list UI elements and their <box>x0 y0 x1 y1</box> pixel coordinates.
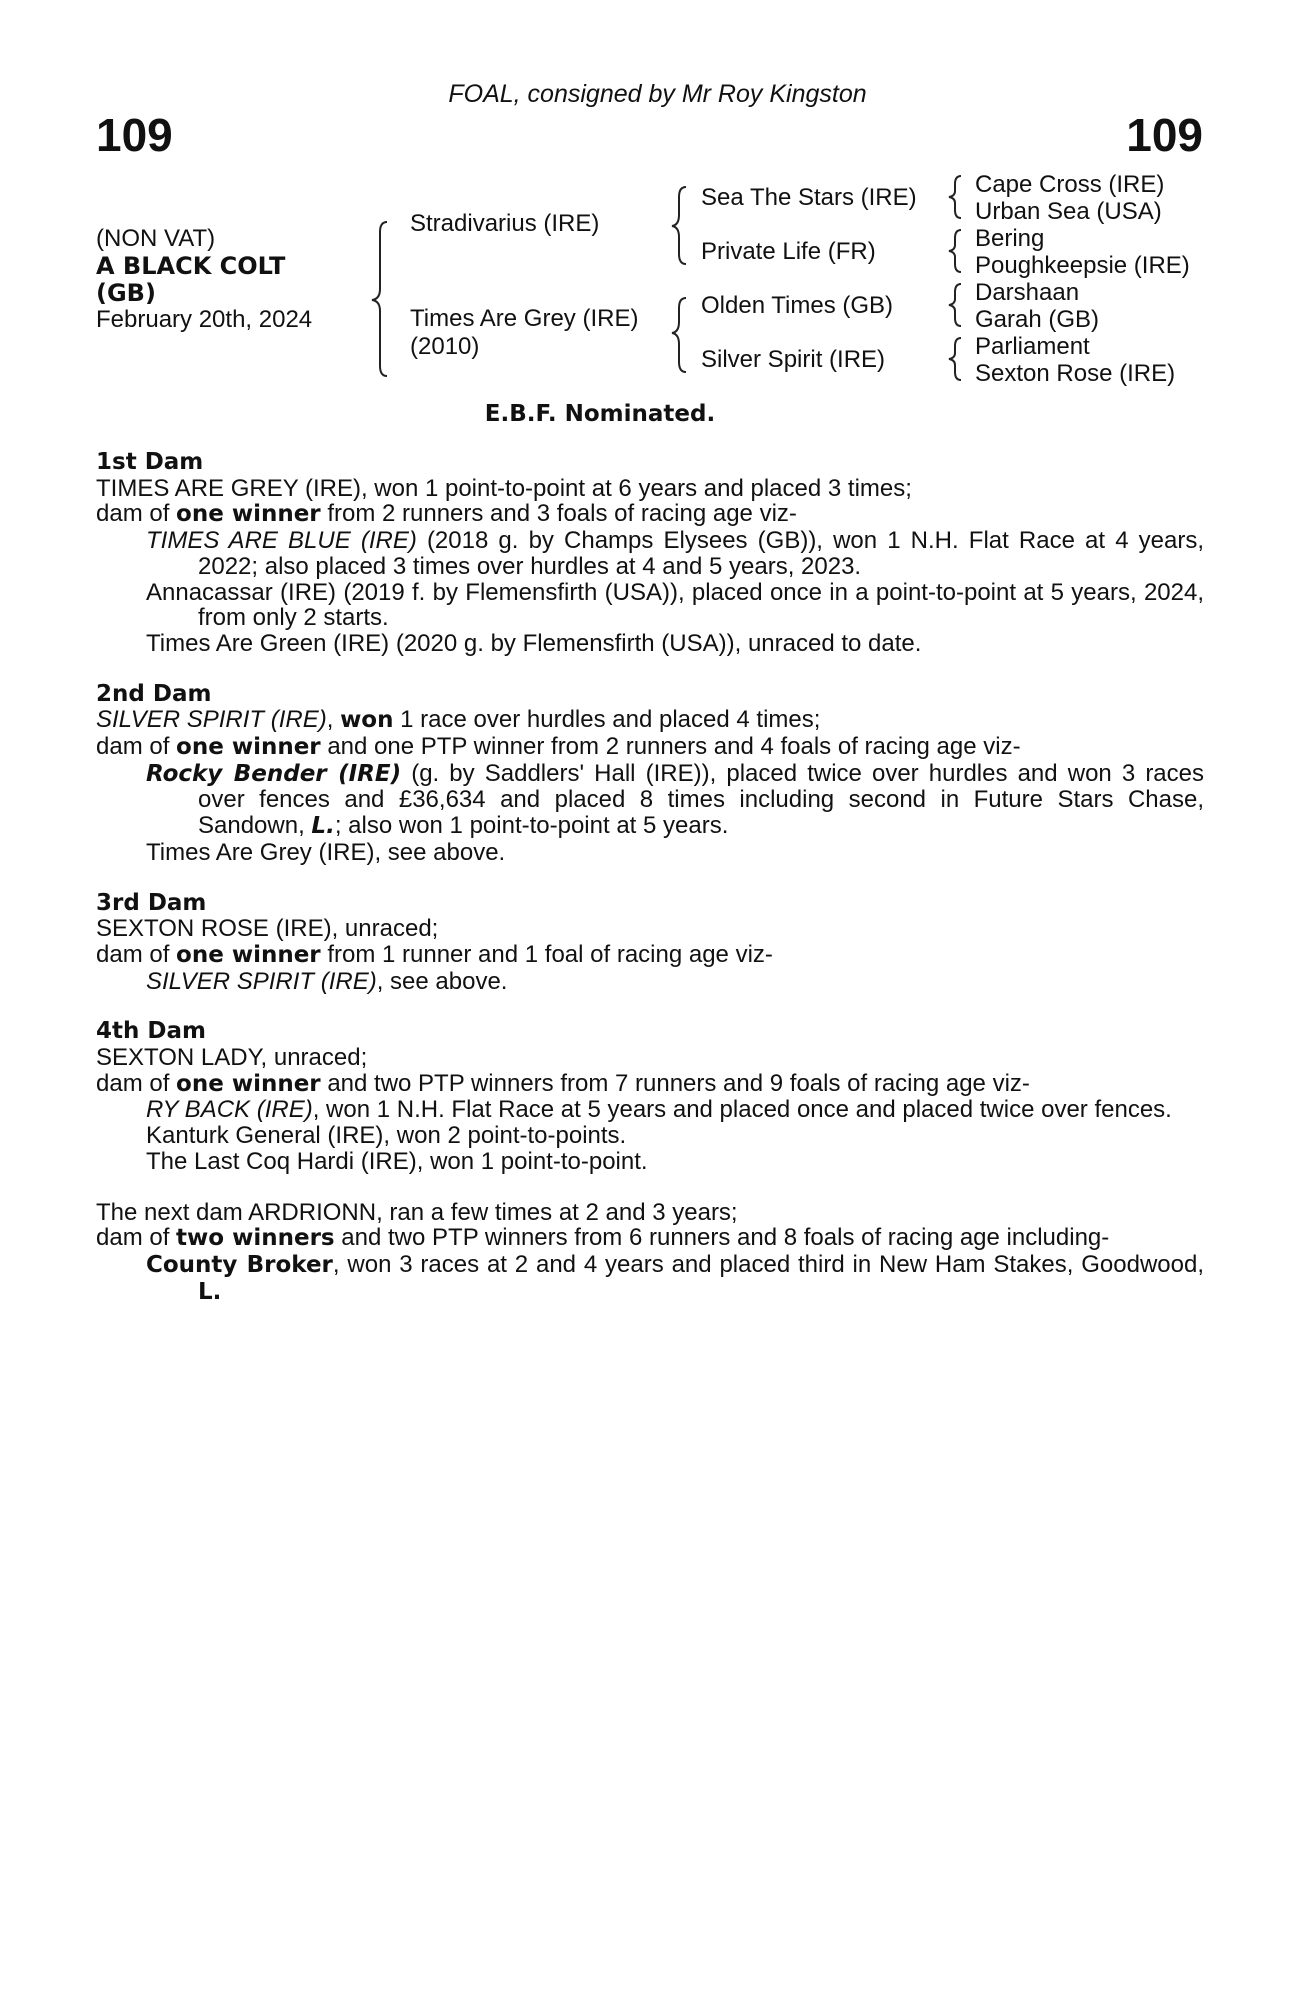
dam-line: The next dam ARDRIONN, ran a few times at 2 and 3 years; <box>96 1198 738 1226</box>
ancestor-3: Bering <box>975 225 1045 252</box>
first-dam-section <box>96 450 1204 657</box>
produce-entry: Rocky Bender (IRE) (g. by Saddlers' Hall (IRE)), placed twice over hurdles and won 3 races over fences and £36,634 and placed 8 times including second in Future Stars Chase, Sandown, L.; also won 1 point-to-point at 5 years. <box>146 759 1205 840</box>
produce-summary: dam of one winner and two PTP winners from 7 runners and 9 foals of racing age viz- <box>96 1069 1030 1097</box>
dam-line: SEXTON LADY, unraced; <box>96 1044 368 1072</box>
consignment-line: FOAL, consigned by Mr Roy Kingston <box>448 80 867 108</box>
dam: Times Are Grey (IRE) <box>410 305 639 332</box>
subject-name: A BLACK COLT <box>96 252 286 280</box>
subject-country: (GB) <box>96 279 156 307</box>
brace-gen2-top <box>672 187 686 264</box>
ancestor-2: Urban Sea (USA) <box>975 198 1162 225</box>
produce-entry: Times Are Green (IRE) (2020 g. by Flemensfirth (USA)), unraced to date. <box>146 629 922 657</box>
brace-gen3-1 <box>949 176 961 218</box>
second-dam-section <box>96 682 1204 866</box>
next-dam-section <box>96 1200 1204 1306</box>
catalogue-text <box>96 450 1204 1305</box>
produce-summary: dam of one winner from 2 runners and 3 foals of racing age viz- <box>96 500 797 528</box>
sire-sire: Sea The Stars (IRE) <box>701 184 917 211</box>
ebf-nomination: E.B.F. Nominated. <box>484 401 716 427</box>
dam-dam: Silver Spirit (IRE) <box>701 346 886 373</box>
dam-line: SEXTON ROSE (IRE), unraced; <box>96 915 439 943</box>
produce-summary: dam of one winner from 1 runner and 1 foal of racing age viz- <box>96 940 773 968</box>
foaling-date: February 20th, 2024 <box>96 306 313 333</box>
ancestor-1: Cape Cross (IRE) <box>975 171 1165 198</box>
ancestor-7: Parliament <box>975 333 1090 360</box>
vat-status: (NON VAT) <box>96 225 216 252</box>
dam-year: (2010) <box>410 333 480 360</box>
brace-gen3-4 <box>949 338 961 380</box>
section-heading: 4th Dam <box>96 1018 206 1045</box>
produce-entry: Kanturk General (IRE), won 2 point-to-points. <box>146 1122 627 1150</box>
produce-entry: The Last Coq Hardi (IRE), won 1 point-to-point. <box>146 1147 648 1175</box>
lot-number-right: 109 <box>1126 109 1203 161</box>
section-heading: 1st Dam <box>96 449 204 475</box>
produce-entry: TIMES ARE BLUE (IRE) (2018 g. by Champs Elysees (GB)), won 1 N.H. Flat Race at 4 years, 2022; also placed 3 times over hurdles at 4 and 5 years, 2023. <box>146 527 1205 580</box>
produce-summary: dam of two winners and two PTP winners from 6 runners and 8 foals of racing age including- <box>96 1224 1110 1252</box>
brace-gen3-2 <box>949 230 961 272</box>
produce-entry: SILVER SPIRIT (IRE), see above. <box>146 967 508 995</box>
ancestor-8: Sexton Rose (IRE) <box>975 360 1176 387</box>
section-heading: 3rd Dam <box>96 889 207 916</box>
dam-sire: Olden Times (GB) <box>701 292 894 319</box>
section-heading: 2nd Dam <box>96 680 212 707</box>
lot-number-left: 109 <box>96 109 173 161</box>
dam-line: TIMES ARE GREY (IRE), won 1 point-to-point at 6 years and placed 3 times; <box>96 474 912 502</box>
ancestor-4: Poughkeepsie (IRE) <box>975 252 1190 279</box>
sire: Stradivarius (IRE) <box>410 210 600 237</box>
brace-gen1 <box>372 222 387 376</box>
sire-dam: Private Life (FR) <box>701 238 876 265</box>
third-dam-section <box>96 891 1204 995</box>
produce-entry: County Broker, won 3 races at 2 and 4 years and placed third in New Ham Stakes, Goodwood, L. <box>146 1250 1205 1305</box>
produce-entry: Times Are Grey (IRE), see above. <box>146 838 506 866</box>
brace-gen3-3 <box>949 284 961 326</box>
dam-line: SILVER SPIRIT (IRE), won 1 race over hurdles and placed 4 times; <box>96 706 821 734</box>
produce-entry: Annacassar (IRE) (2019 f. by Flemensfirth (USA)), placed once in a point-to-point at 5 years, 2024, from only 2 starts. <box>146 578 1204 632</box>
ancestor-5: Darshaan <box>975 279 1080 306</box>
produce-entry: RY BACK (IRE), won 1 N.H. Flat Race at 5 years and placed once and placed twice over fences. <box>146 1096 1172 1124</box>
fourth-dam-section <box>96 1019 1204 1174</box>
brace-gen2-bottom <box>672 298 686 372</box>
ancestor-6: Garah (GB) <box>975 306 1100 333</box>
produce-summary: dam of one winner and one PTP winner from 2 runners and 4 foals of racing age viz- <box>96 733 1021 761</box>
